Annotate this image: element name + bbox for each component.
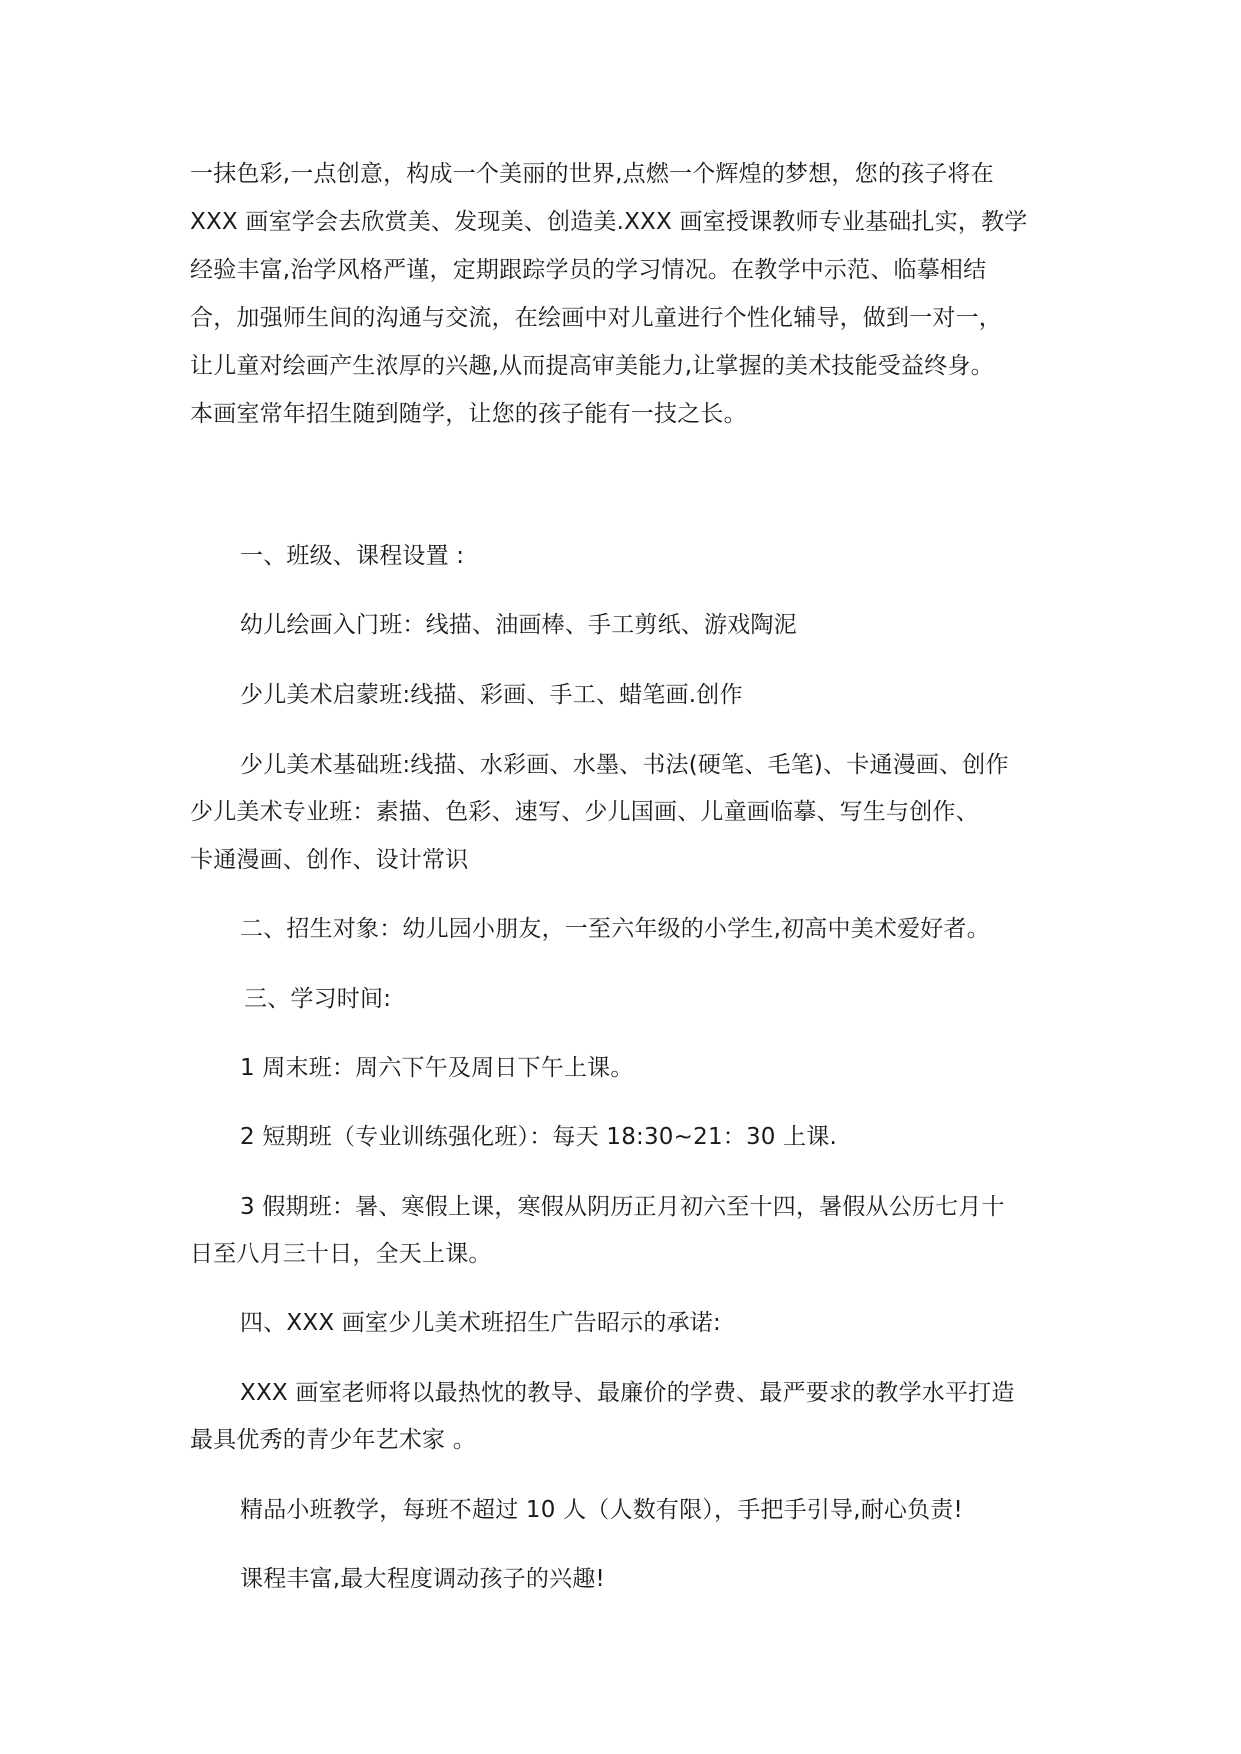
class-item-beginner: 幼儿绘画入门班：线描、油画棒、手工剪纸、游戏陶泥 (240, 612, 797, 638)
intro-line-2: XXX 画室学会去欣赏美、发现美、创造美.XXX 画室授课教师专业基础扎实，教学 (190, 209, 1028, 235)
intro-line-3: 经验丰富,治学风格严谨，定期跟踪学员的学习情况。在教学中示范、临摹相结 (190, 257, 987, 283)
schedule-weekend: 1 周末班：周六下午及周日下午上课。 (240, 1055, 634, 1081)
intro-line-4: 合，加强师生间的沟通与交流，在绘画中对儿童进行个性化辅导，做到一对一， (190, 305, 1002, 331)
class-item-professional-line-1: 少儿美术专业班：素描、色彩、速写、少儿国画、儿童画临摹、写生与创作、 (190, 799, 979, 825)
class-item-professional-line-2: 卡通漫画、创作、设计常识 (190, 847, 469, 873)
section4-heading: 四、XXX 画室少儿美术班招生广告昭示的承诺: (240, 1310, 721, 1336)
section1-heading: 一、班级、课程设置 : (240, 543, 465, 569)
intro-line-1: 一抹色彩,一点创意，构成一个美丽的世界,点燃一个辉煌的梦想，您的孩子将在 (190, 161, 994, 187)
rich-courses-text: 课程丰富,最大程度调动孩子的兴趣! (240, 1566, 605, 1592)
schedule-holiday-line-2: 日至八月三十日，全天上课。 (190, 1241, 492, 1267)
class-item-enlightenment: 少儿美术启蒙班:线描、彩画、手工、蜡笔画.创作 (240, 682, 743, 708)
class-item-foundation: 少儿美术基础班:线描、水彩画、水墨、书法(硬笔、毛笔)、卡通漫画、创作 (240, 752, 1009, 778)
promise-line-1: XXX 画室老师将以最热忱的教导、最廉价的学费、最严要求的教学水平打造 (240, 1380, 1015, 1406)
section2-text: 二、招生对象：幼儿园小朋友，一至六年级的小学生,初高中美术爱好者。 (240, 916, 990, 942)
small-class-text: 精品小班教学，每班不超过 10 人（人数有限），手把手引导,耐心负责! (240, 1497, 963, 1523)
promise-line-2: 最具优秀的青少年艺术家 。 (190, 1427, 476, 1453)
intro-line-5: 让儿童对绘画产生浓厚的兴趣,从而提高审美能力,让掌握的美术技能受益终身。 (190, 353, 994, 379)
schedule-holiday-line-1: 3 假期班：暑、寒假上课，寒假从阴历正月初六至十四，暑假从公历七月十 (240, 1194, 1005, 1220)
section3-heading: 三、学习时间: (244, 986, 392, 1012)
schedule-short-term: 2 短期班（专业训练强化班）：每天 18:30~21：30 上课. (240, 1124, 838, 1150)
intro-line-6: 本画室常年招生随到随学，让您的孩子能有一技之长。 (190, 401, 747, 427)
